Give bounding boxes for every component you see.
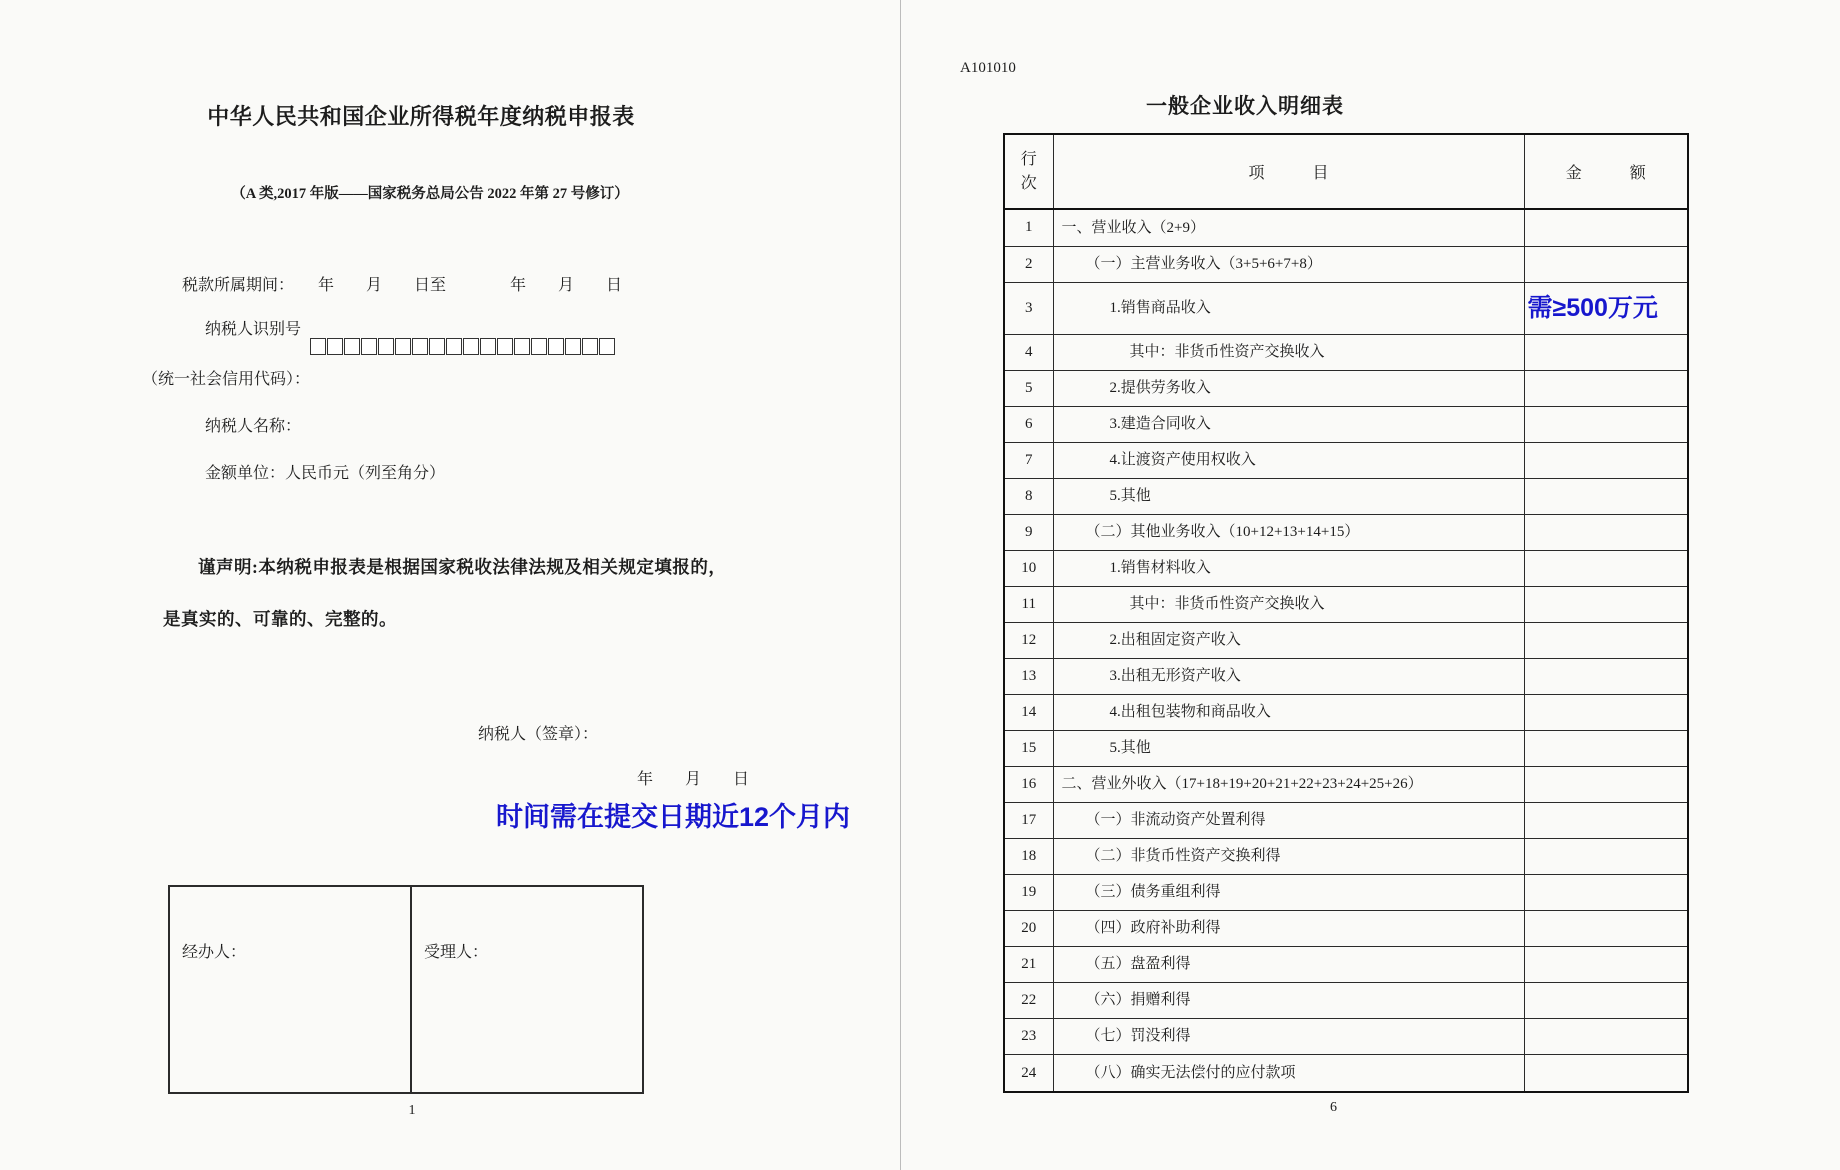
amount-cell (1524, 478, 1688, 514)
signature-date-line: 年 月 日 (637, 771, 750, 788)
amount-cell (1524, 622, 1688, 658)
amount-cell (1524, 730, 1688, 766)
item-cell: （二）其他业务收入（10+12+13+14+15） (1053, 514, 1524, 550)
row-number-cell: 6 (1004, 406, 1053, 442)
income-table (1003, 133, 1689, 1093)
row-number-cell: 3 (1004, 282, 1053, 334)
column-header-rowno: 行次 (1004, 134, 1053, 209)
right-page-number: 6 (1330, 1100, 1337, 1115)
row-number-cell: 15 (1004, 730, 1053, 766)
id-checkbox (565, 338, 581, 355)
item-cell: 2.提供劳务收入 (1053, 370, 1524, 406)
row-number-cell: 5 (1004, 370, 1053, 406)
id-checkbox (497, 338, 513, 355)
form-code: A101010 (960, 60, 1016, 76)
table-row (1004, 875, 1688, 911)
taxpayer-id-label: 纳税人识别号 (205, 321, 302, 338)
table-row (1004, 550, 1688, 586)
table-row (1004, 442, 1688, 478)
acceptor-label: 受理人： (424, 944, 489, 961)
table-row (1004, 586, 1688, 622)
row-number-cell: 18 (1004, 839, 1053, 875)
row-number-cell: 21 (1004, 947, 1053, 983)
amount-cell (1524, 1019, 1688, 1055)
row-number-cell: 7 (1004, 442, 1053, 478)
row-number-cell: 19 (1004, 875, 1053, 911)
tax-period-line: 税款所属期间： 年 月 日至 年 月 日 (182, 277, 623, 294)
row-number-cell: 13 (1004, 658, 1053, 694)
amount-cell (1524, 586, 1688, 622)
table-row (1004, 911, 1688, 947)
amount-cell (1524, 514, 1688, 550)
row-number-cell: 16 (1004, 766, 1053, 802)
page-title: 中华人民共和国企业所得税年度纳税申报表 (207, 104, 635, 129)
row-number-cell: 12 (1004, 622, 1053, 658)
row-number-cell: 2 (1004, 246, 1053, 282)
amount-cell (1524, 766, 1688, 802)
taxpayer-id-boxes (310, 338, 616, 356)
table-row (1004, 334, 1688, 370)
id-checkbox (361, 338, 377, 355)
table-row (1004, 694, 1688, 730)
item-cell: （六）捐赠利得 (1053, 983, 1524, 1019)
table-row (1004, 246, 1688, 282)
item-cell: 2.出租固定资产收入 (1053, 622, 1524, 658)
table-row (1004, 730, 1688, 766)
item-cell: 1.销售商品收入 (1053, 282, 1524, 334)
amount-cell (1524, 442, 1688, 478)
item-cell: 一、营业收入（2+9） (1053, 209, 1524, 246)
amount-cell (1524, 875, 1688, 911)
amount-cell (1524, 282, 1688, 334)
amount-cell (1524, 839, 1688, 875)
row-number-cell: 4 (1004, 334, 1053, 370)
id-checkbox (514, 338, 530, 355)
item-cell: （七）罚没利得 (1053, 1019, 1524, 1055)
item-cell: 其中：非货币性资产交换收入 (1053, 334, 1524, 370)
table-row (1004, 622, 1688, 658)
id-checkbox (480, 338, 496, 355)
item-cell: 其中：非货币性资产交换收入 (1053, 586, 1524, 622)
table-row (1004, 406, 1688, 442)
taxpayer-id-sublabel: （统一社会信用代码）： (142, 371, 311, 388)
table-row (1004, 478, 1688, 514)
item-cell: （一）非流动资产处置利得 (1053, 803, 1524, 839)
amount-cell (1524, 694, 1688, 730)
row-number-cell: 10 (1004, 550, 1053, 586)
page-subtitle: （A 类,2017 年版——国家税务总局公告 2022 年第 27 号修订） (231, 186, 629, 202)
id-checkbox (310, 338, 326, 355)
item-cell: 4.出租包装物和商品收入 (1053, 694, 1524, 730)
amount-cell (1524, 911, 1688, 947)
item-cell: 1.销售材料收入 (1053, 550, 1524, 586)
signature-label: 纳税人（签章）： (478, 726, 599, 743)
row-number-cell: 23 (1004, 1019, 1053, 1055)
item-cell: （一）主营业务收入（3+5+6+7+8） (1053, 246, 1524, 282)
table-row (1004, 983, 1688, 1019)
table-row (1004, 370, 1688, 406)
table-row (1004, 803, 1688, 839)
table-row (1004, 766, 1688, 802)
item-cell: （二）非货币性资产交换利得 (1053, 839, 1524, 875)
amount-cell (1524, 983, 1688, 1019)
row-number-cell: 1 (1004, 209, 1053, 246)
item-cell: 4.让渡资产使用权收入 (1053, 442, 1524, 478)
taxpayer-name-label: 纳税人名称： (205, 418, 302, 435)
id-checkbox (395, 338, 411, 355)
handler-acceptor-table (168, 885, 644, 1094)
amount-cell (1524, 658, 1688, 694)
item-cell: 3.建造合同收入 (1053, 406, 1524, 442)
row-number-cell: 8 (1004, 478, 1053, 514)
item-cell: （八）确实无法偿付的应付款项 (1053, 1055, 1524, 1092)
income-table-header-row (1004, 134, 1688, 209)
amount-cell (1524, 334, 1688, 370)
item-cell: （三）债务重组利得 (1053, 875, 1524, 911)
row-number-cell: 20 (1004, 911, 1053, 947)
declaration-line-2: 是真实的、可靠的、完整的。 (163, 609, 397, 629)
table-row (1004, 282, 1688, 334)
id-checkbox (582, 338, 598, 355)
id-checkbox (531, 338, 547, 355)
acceptor-cell (412, 887, 642, 1092)
id-checkbox (446, 338, 462, 355)
income-table-wrap (1003, 133, 1687, 1093)
table-row (1004, 514, 1688, 550)
table-row (1004, 839, 1688, 875)
item-cell: 5.其他 (1053, 478, 1524, 514)
page-divider (900, 0, 901, 1170)
row-number-cell: 9 (1004, 514, 1053, 550)
row-number-cell: 17 (1004, 803, 1053, 839)
row-number-cell: 24 (1004, 1055, 1053, 1092)
amount-cell (1524, 209, 1688, 246)
table-row (1004, 209, 1688, 246)
left-page-number: 1 (408, 1103, 416, 1118)
row-number-cell: 14 (1004, 694, 1053, 730)
amount-cell (1524, 947, 1688, 983)
table-row (1004, 1055, 1688, 1092)
id-checkbox (378, 338, 394, 355)
item-cell: 二、营业外收入（17+18+19+20+21+22+23+24+25+26） (1053, 766, 1524, 802)
id-checkbox (344, 338, 360, 355)
row-number-cell: 11 (1004, 586, 1053, 622)
amount-cell (1524, 550, 1688, 586)
amount-cell (1524, 370, 1688, 406)
amount-cell (1524, 803, 1688, 839)
date-annotation: 时间需在提交日期近12个月内 (496, 802, 851, 832)
amount-cell (1524, 246, 1688, 282)
item-cell: （四）政府补助利得 (1053, 911, 1524, 947)
amount-unit-label: 金额单位：人民币元（列至角分） (205, 465, 446, 482)
item-cell: 5.其他 (1053, 730, 1524, 766)
income-table-body (1004, 209, 1688, 1092)
income-table-title: 一般企业收入明细表 (1146, 94, 1344, 118)
amount-annotation: 需≥500万元 (1527, 293, 1658, 322)
id-checkbox (412, 338, 428, 355)
id-checkbox (548, 338, 564, 355)
id-checkbox (327, 338, 343, 355)
column-header-amount: 金 额 (1524, 134, 1688, 209)
table-row (1004, 947, 1688, 983)
id-checkbox (429, 338, 445, 355)
handler-label: 经办人： (182, 944, 247, 961)
id-checkbox (463, 338, 479, 355)
amount-cell (1524, 1055, 1688, 1092)
table-row (1004, 658, 1688, 694)
handler-cell (170, 887, 412, 1092)
row-number-cell: 22 (1004, 983, 1053, 1019)
declaration-line-1: 谨声明:本纳税申报表是根据国家税收法律法规及相关规定填报的， (198, 557, 727, 577)
amount-cell (1524, 406, 1688, 442)
table-row (1004, 1019, 1688, 1055)
column-header-item: 项 目 (1053, 134, 1524, 209)
item-cell: （五）盘盈利得 (1053, 947, 1524, 983)
item-cell: 3.出租无形资产收入 (1053, 658, 1524, 694)
id-checkbox (599, 338, 615, 355)
